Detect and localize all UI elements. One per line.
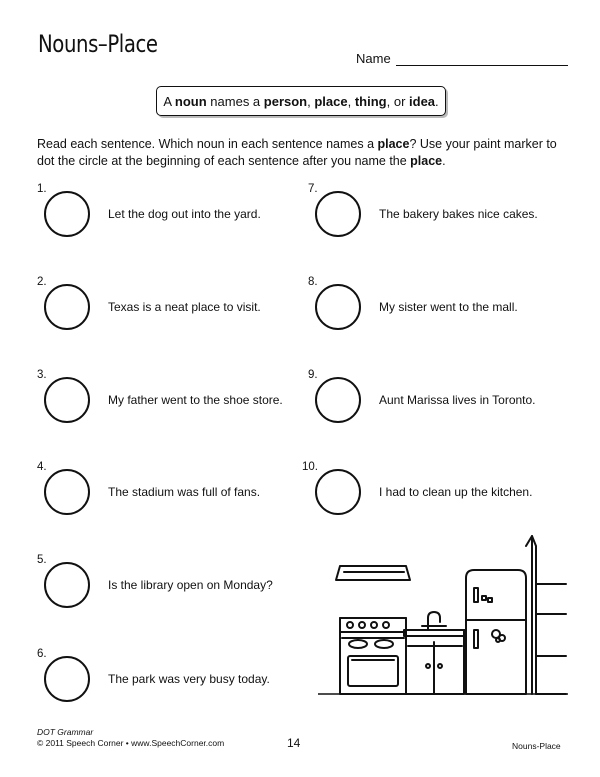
instructions-bold: place xyxy=(377,137,410,151)
rule-part: , or xyxy=(386,93,410,109)
answer-circle[interactable] xyxy=(44,469,90,515)
item-number: 10. xyxy=(302,461,318,473)
item-sentence: My father went to the shoe store. xyxy=(108,393,283,407)
rule-part: A xyxy=(163,93,175,109)
list-item xyxy=(302,461,562,521)
item-sentence: Texas is a neat place to visit. xyxy=(108,300,261,314)
list-item xyxy=(37,554,297,614)
name-field xyxy=(356,51,568,66)
rule-idea: idea xyxy=(409,93,436,109)
rule-part: , xyxy=(307,93,315,109)
list-item xyxy=(308,276,568,336)
name-label: Name xyxy=(356,51,391,66)
rule-box xyxy=(156,86,446,116)
rule-text xyxy=(163,94,438,109)
item-number: 9. xyxy=(308,369,318,381)
answer-circle[interactable] xyxy=(44,562,90,608)
instructions-bold: place xyxy=(410,154,443,168)
footer-credits xyxy=(37,727,224,749)
answer-circle[interactable] xyxy=(44,377,90,423)
item-sentence: I had to clean up the kitchen. xyxy=(379,485,533,499)
item-sentence: The stadium was full of fans. xyxy=(108,485,261,499)
answer-circle[interactable] xyxy=(315,191,361,237)
item-number: 2. xyxy=(37,276,47,288)
page-number: 14 xyxy=(287,736,301,750)
rule-part: . xyxy=(435,93,439,109)
rule-noun: noun xyxy=(174,93,207,109)
answer-circle[interactable] xyxy=(315,284,361,330)
rule-thing: thing xyxy=(354,93,387,109)
item-number: 4. xyxy=(37,461,47,473)
rule-person: person xyxy=(263,93,308,109)
answer-circle[interactable] xyxy=(44,284,90,330)
name-blank-line[interactable] xyxy=(396,52,568,66)
rule-place: place xyxy=(314,93,348,109)
instructions-text: . xyxy=(442,154,446,168)
item-number: 8. xyxy=(308,276,318,288)
item-number: 3. xyxy=(37,369,47,381)
rule-part: names a xyxy=(206,93,264,109)
item-sentence: Aunt Marissa lives in Toronto. xyxy=(379,393,536,407)
answer-circle[interactable] xyxy=(315,377,361,423)
instructions-text: Read each sentence. Which noun in each sentence names a xyxy=(37,137,378,151)
instructions-text: ? Use your paint marker to dot the circle at the beginning of each sentence after you name the xyxy=(37,137,557,168)
item-sentence: My sister went to the mall. xyxy=(379,300,518,314)
list-item xyxy=(37,276,297,336)
list-item xyxy=(37,648,297,708)
answer-circle[interactable] xyxy=(315,469,361,515)
item-sentence: The bakery bakes nice cakes. xyxy=(379,207,538,221)
list-item xyxy=(37,461,297,521)
item-sentence: The park was very busy today. xyxy=(108,672,270,686)
list-item xyxy=(308,369,568,429)
item-sentence: Let the dog out into the yard. xyxy=(108,207,261,221)
item-number: 6. xyxy=(37,648,47,660)
item-number: 7. xyxy=(308,183,318,195)
list-item xyxy=(308,183,568,243)
item-number: 5. xyxy=(37,554,47,566)
list-item xyxy=(37,183,297,243)
answer-circle[interactable] xyxy=(44,191,90,237)
instructions xyxy=(37,136,567,170)
item-sentence: Is the library open on Monday? xyxy=(108,578,273,592)
kitchen-illustration xyxy=(318,526,568,702)
answer-circle[interactable] xyxy=(44,656,90,702)
footer-topic: Nouns-Place xyxy=(512,741,561,751)
page-title: Nouns–Place xyxy=(38,30,158,58)
list-item xyxy=(37,369,297,429)
item-number: 1. xyxy=(37,183,47,195)
footer-series: DOT Grammar xyxy=(37,727,94,737)
rule-part: , xyxy=(347,93,355,109)
footer-copyright: © 2011 Speech Corner • www.SpeechCorner.com xyxy=(37,738,225,748)
